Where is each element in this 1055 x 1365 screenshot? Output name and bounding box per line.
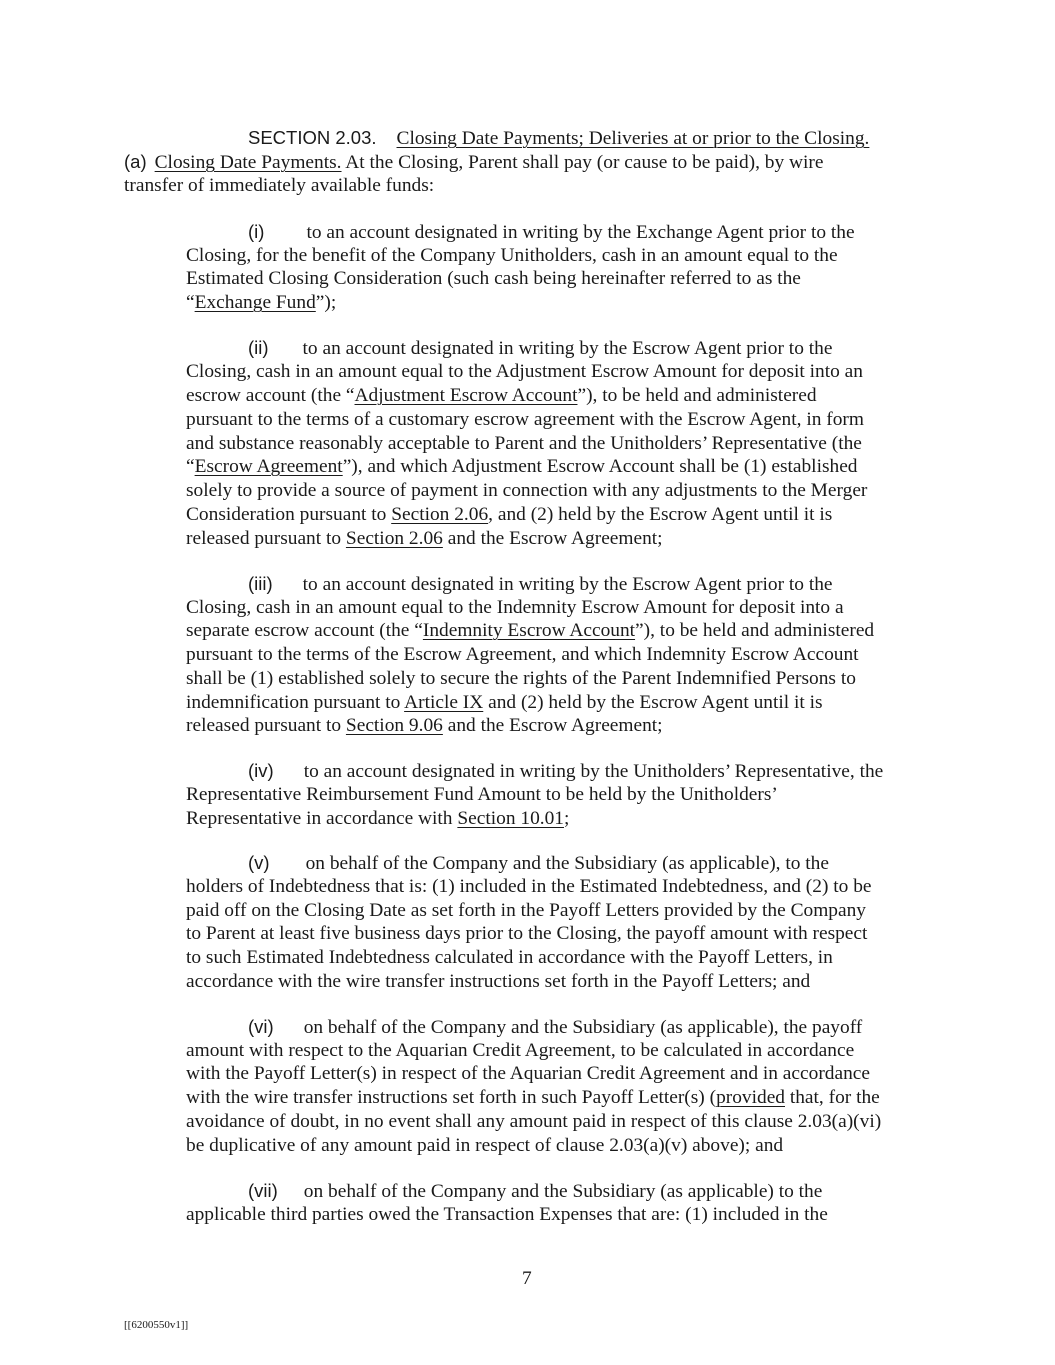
clause-iii-line-4: pursuant to the terms of the Escrow Agreement, and which Indemnity Escrow Account: [186, 644, 859, 665]
clause-ii-line-7: solely to provide a source of payment in connection with any adjustments to the Merger: [186, 480, 868, 501]
defined-term-adjustment-escrow-account: Adjustment Escrow Account: [354, 385, 578, 406]
clause-vii-line-1: (vii) on behalf of the Company and the Subsidiary (as applicable) to the: [248, 1180, 823, 1202]
clause-iii-line-6: indemnification pursuant to Article IX and (2) held by the Escrow Agent until it is: [186, 692, 823, 713]
clause-ii-line-3: escrow account (the “Adjustment Escrow Account”), to be held and administered: [186, 385, 817, 406]
clause-vi-line-3: with the Payoff Letter(s) in respect of the Aquarian Credit Agreement and in accordance: [186, 1063, 870, 1084]
clause-v-line-3: paid off on the Closing Date as set forth in the Payoff Letters provided by the Company: [186, 900, 866, 921]
clause-i-line-4: “Exchange Fund”);: [186, 292, 337, 313]
clause-vi-line-2: amount with respect to the Aquarian Credit Agreement, to be calculated in accordance: [186, 1040, 855, 1061]
clause-iii-line-1: (iii) to an account designated in writing by the Escrow Agent prior to the: [248, 573, 833, 595]
clause-iv-line-3: Representative in accordance with Section 10.01;: [186, 808, 570, 829]
cross-reference-section-2-06: Section 2.06: [345, 528, 443, 549]
clause-iii-line-3: separate escrow account (the “Indemnity Escrow Account”), to be held and administered: [186, 620, 875, 641]
clause-iii-label: (iii): [248, 573, 273, 594]
document-id: [[6200550v1]]: [124, 1319, 189, 1331]
para-a-title: Closing Date Payments.: [154, 152, 342, 173]
cross-reference-article-ix: Article IX: [404, 692, 484, 713]
clause-v-line-4: to Parent at least five business days prior to the Closing, the payoff amount with respect: [186, 923, 868, 944]
clause-v-label: (v): [248, 852, 270, 873]
clause-vii-label: (vii): [248, 1180, 278, 1201]
clause-iv-line-1: (iv) to an account designated in writing by the Unitholders’ Representative, the: [248, 760, 884, 782]
clause-i-line-1: (i) to an account designated in writing by the Exchange Agent prior to the: [248, 221, 855, 243]
clause-ii-line-5: and substance reasonably acceptable to Parent and the Unitholders’ Representative (the: [186, 433, 862, 454]
clause-vii-line-2: applicable third parties owed the Transaction Expenses that are: (1) included in the: [186, 1204, 828, 1225]
clause-ii-line-8: Consideration pursuant to Section 2.06, and (2) held by the Escrow Agent until it is: [186, 504, 833, 525]
defined-term-exchange-fund: Exchange Fund: [194, 292, 316, 313]
clause-vi-line-6: be duplicative of any amount paid in respect of clause 2.03(a)(v) above); and: [186, 1135, 784, 1156]
clause-v-line-5: to such Estimated Indebtedness calculated in accordance with the Payoff Letters, in: [186, 947, 833, 968]
clause-ii-line-9: released pursuant to Section 2.06 and the Escrow Agreement;: [186, 528, 663, 549]
clause-v-line-1: (v) on behalf of the Company and the Subsidiary (as applicable), to the: [248, 852, 829, 874]
section-title: Closing Date Payments; Deliveries at or prior to the Closing.: [396, 128, 870, 149]
clause-ii-label: (ii): [248, 337, 269, 358]
clause-i-line-2: Closing, for the benefit of the Company Unitholders, cash in an amount equal to the: [186, 245, 838, 266]
clause-ii-line-2: Closing, cash in an amount equal to the Adjustment Escrow Amount for deposit into an: [186, 361, 863, 382]
clause-iv-label: (iv): [248, 760, 274, 781]
defined-term-escrow-agreement: Escrow Agreement: [194, 456, 343, 477]
clause-ii-line-6: “Escrow Agreement”), and which Adjustment Escrow Account shall be (1) established: [186, 456, 858, 477]
section-number: SECTION 2.03.: [248, 127, 377, 148]
defined-term-indemnity-escrow-account: Indemnity Escrow Account: [422, 620, 636, 641]
clause-iii-line-5: shall be (1) established solely to secure the rights of the Parent Indemnified Persons to: [186, 668, 856, 689]
clause-ii-line-1: (ii) to an account designated in writing by the Escrow Agent prior to the: [248, 337, 833, 359]
cross-reference-section-9-06: Section 9.06: [345, 715, 443, 736]
clause-i-line-3: Estimated Closing Consideration (such cash being hereinafter referred to as the: [186, 268, 801, 289]
para-a-line-2: transfer of immediately available funds:: [124, 175, 435, 196]
defined-term-provided: provided: [716, 1087, 785, 1108]
clause-iii-line-2: Closing, cash in an amount equal to the Indemnity Escrow Amount for deposit into a: [186, 597, 844, 618]
clause-v-line-2: holders of Indebtedness that is: (1) included in the Estimated Indebtedness, and (2) to be: [186, 876, 872, 897]
clause-iii-line-7: released pursuant to Section 9.06 and the Escrow Agreement;: [186, 715, 663, 736]
clause-vi-line-1: (vi) on behalf of the Company and the Subsidiary (as applicable), the payoff: [248, 1016, 863, 1038]
cross-reference-section-10-01: Section 10.01: [457, 808, 564, 829]
cross-reference-section-2-06: Section 2.06: [391, 504, 489, 525]
page-number: 7: [522, 1268, 532, 1289]
clause-vi-label: (vi): [248, 1016, 274, 1037]
clause-iv-line-2: Representative Reimbursement Fund Amount to be held by the Unitholders’: [186, 784, 778, 805]
para-a-label: (a): [124, 151, 147, 172]
para-a-line-1: (a) Closing Date Payments. At the Closing, Parent shall pay (or cause to be paid), by wire: [124, 151, 824, 173]
section-heading: [248, 126, 869, 151]
clause-vi-line-5: avoidance of doubt, in no event shall any amount paid in respect of this clause 2.03(a)(vi): [186, 1111, 882, 1132]
clause-i-label: (i): [248, 221, 265, 242]
clause-v-line-6: accordance with the wire transfer instructions set forth in the Payoff Letters; and: [186, 971, 811, 992]
clause-ii-line-4: pursuant to the terms of a customary escrow agreement with the Escrow Agent, in form: [186, 409, 864, 430]
clause-vi-line-4: with the wire transfer instructions set forth in such Payoff Letter(s) (provided that, for the: [186, 1087, 880, 1108]
